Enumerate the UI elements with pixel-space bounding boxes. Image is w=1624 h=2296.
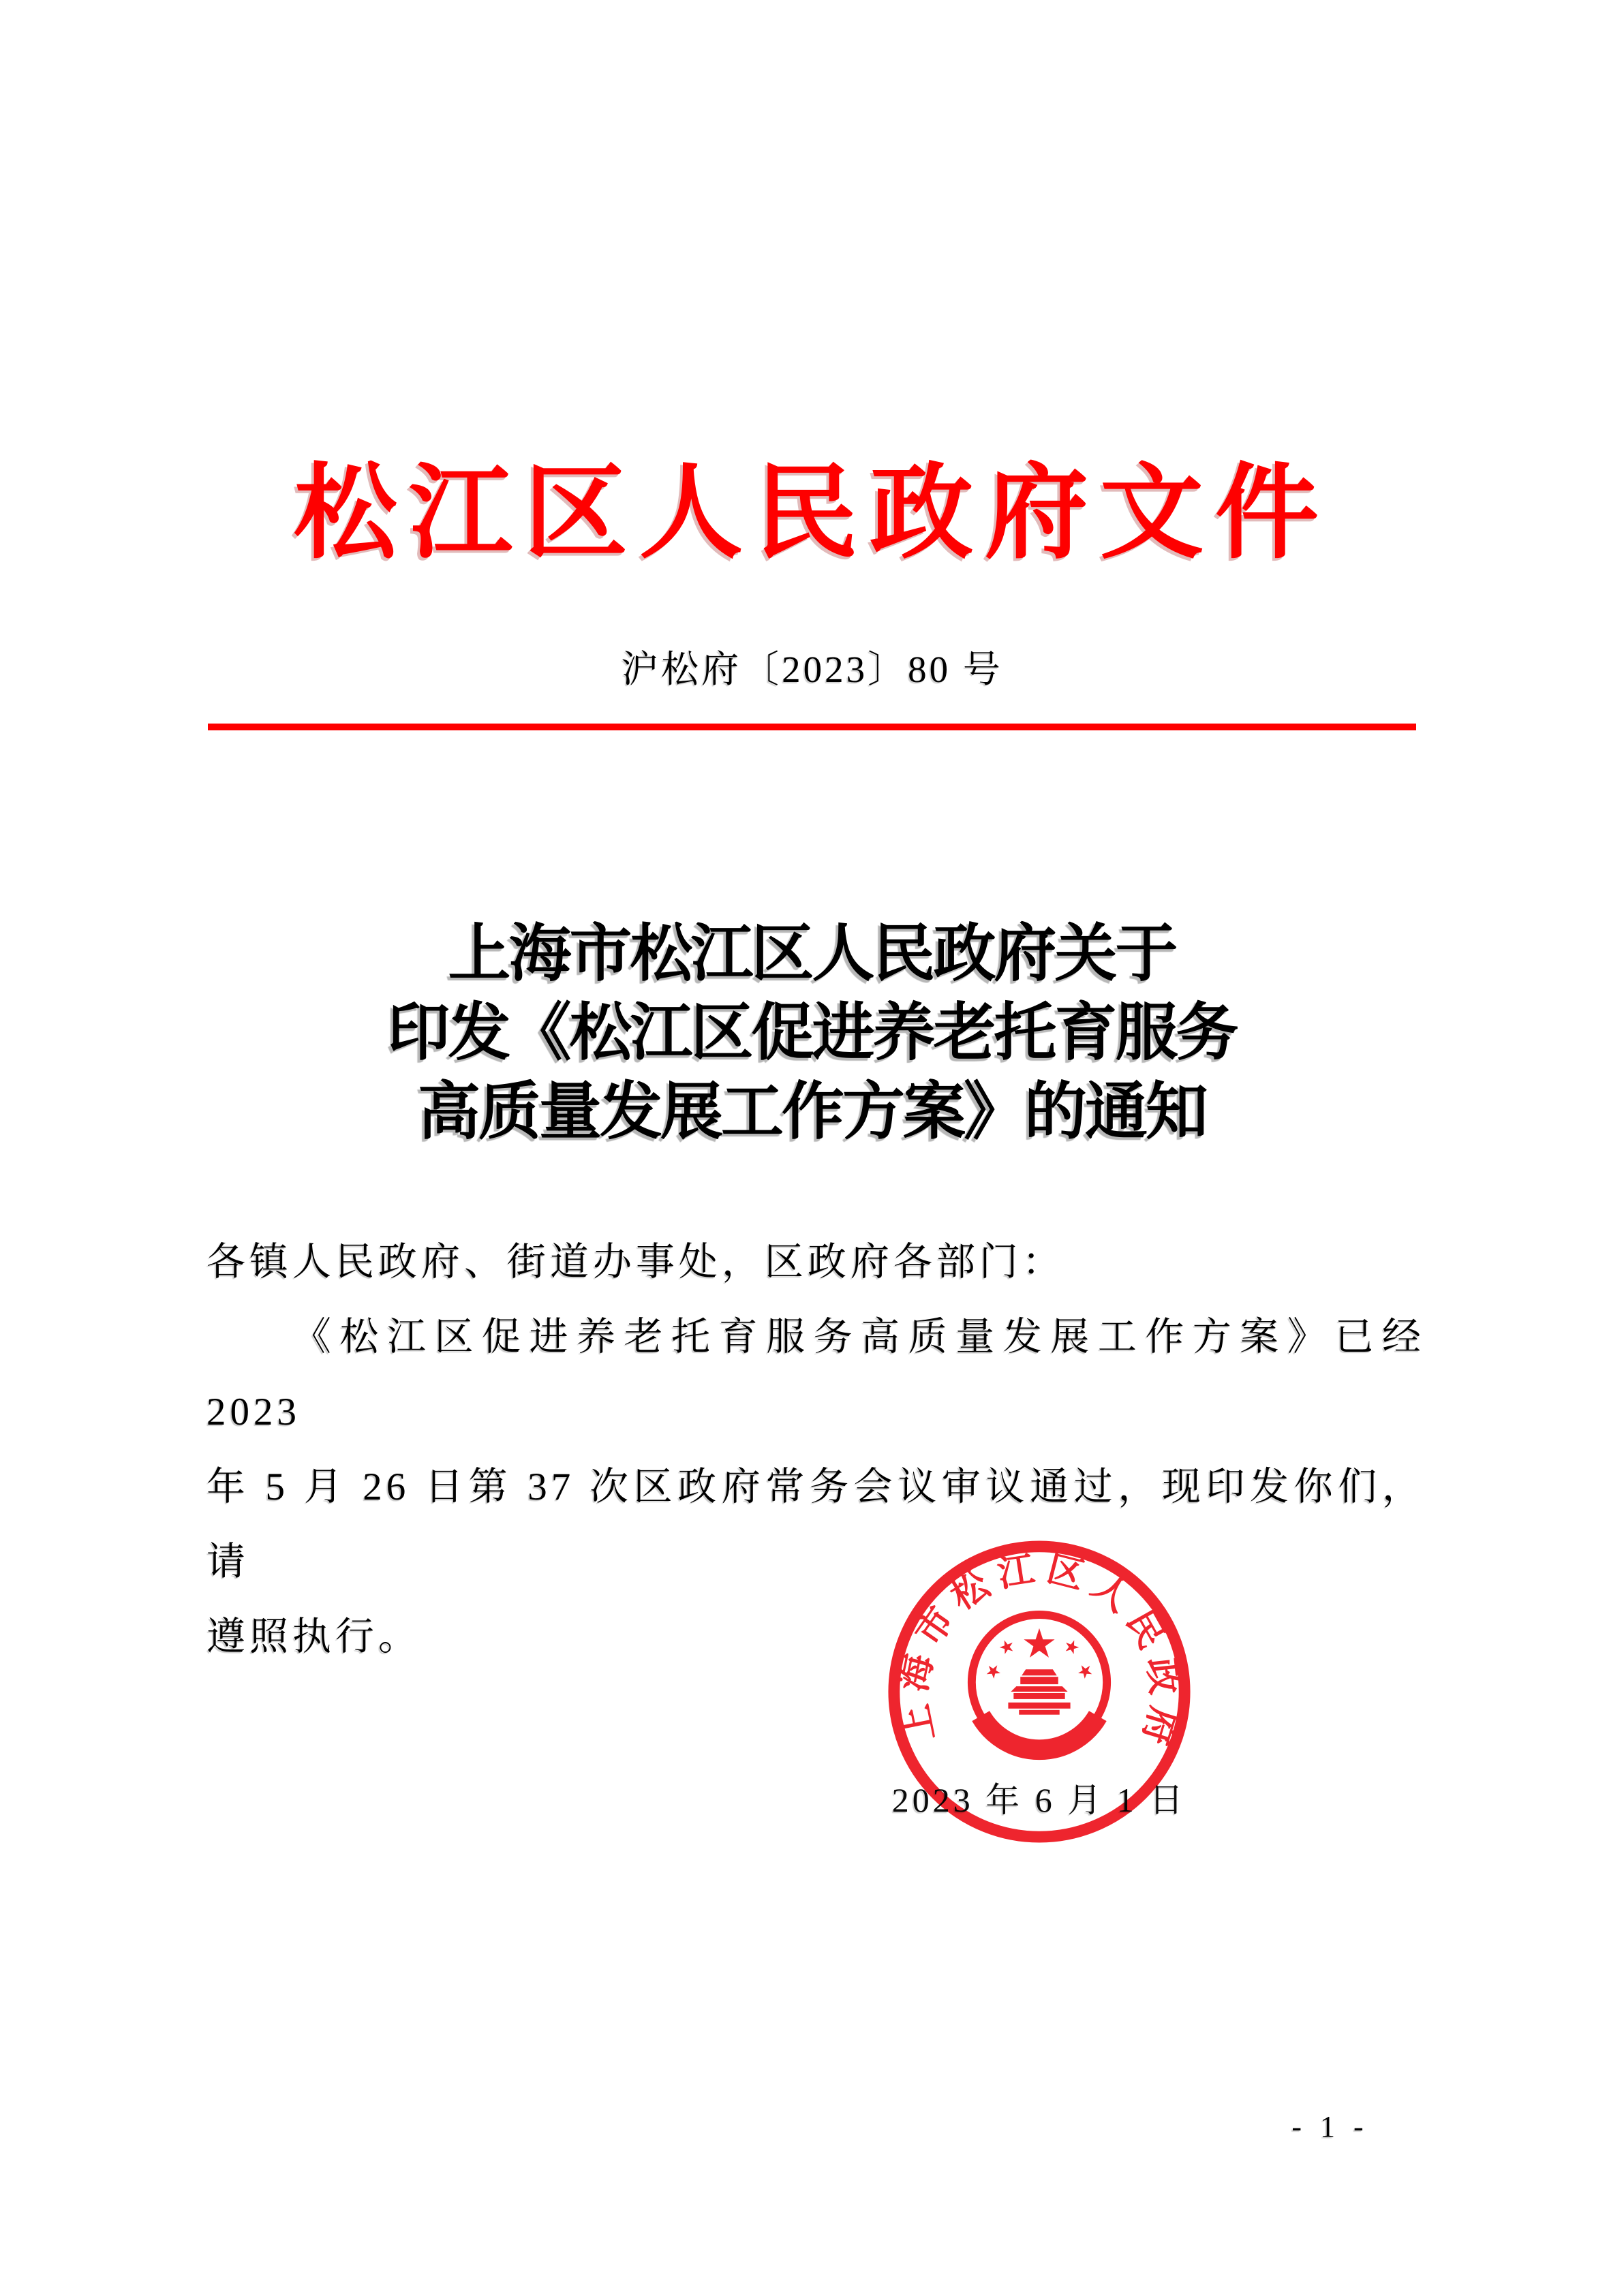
org-title: 松江区人民政府文件	[294, 456, 1330, 571]
emblem-big-star-icon	[1024, 1628, 1054, 1658]
body-line-3: 遵照执行。	[206, 1615, 421, 1658]
body-line-2: 年 5 月 26 日第 37 次区政府常务会议审议通过，现印发你们，请	[206, 1465, 1425, 1583]
body-line-1: 《松江区促进养老托育服务高质量发展工作方案》已经 2023	[206, 1316, 1425, 1433]
notice-title-line-1: 上海市松江区人民政府关于	[448, 919, 1176, 989]
emblem-small-star-icon	[983, 1662, 1002, 1681]
notice-title-line-3: 高质量发展工作方案》的通知	[417, 1077, 1206, 1147]
page-number: - 1 -	[1291, 2110, 1369, 2143]
national-emblem-icon	[972, 1615, 1107, 1750]
seal-ring-text: 上海市松江区人民政府	[893, 1547, 1186, 1758]
government-seal	[884, 1536, 1195, 1847]
seal-graphic	[884, 1536, 1195, 1847]
emblem-small-star-icon	[998, 1638, 1015, 1655]
notice-title	[0, 914, 1624, 1151]
red-separator-rule	[208, 724, 1416, 730]
emblem-tiananmen	[1008, 1669, 1070, 1714]
doc-number: 沪松府〔2023〕80 号	[621, 649, 1003, 690]
salutation-line: 各镇人民政府、街道办事处，区政府各部门：	[206, 1241, 1065, 1284]
emblem-small-star-icon	[1063, 1638, 1081, 1655]
notice-title-line-2: 印发《松江区促进养老托育服务	[387, 998, 1237, 1068]
body-text	[206, 1225, 1425, 1675]
emblem-wheat-base	[981, 1716, 1098, 1750]
issue-date: 2023 年 6 月 1 日	[891, 1781, 1187, 1819]
emblem-small-star-icon	[1076, 1662, 1095, 1681]
